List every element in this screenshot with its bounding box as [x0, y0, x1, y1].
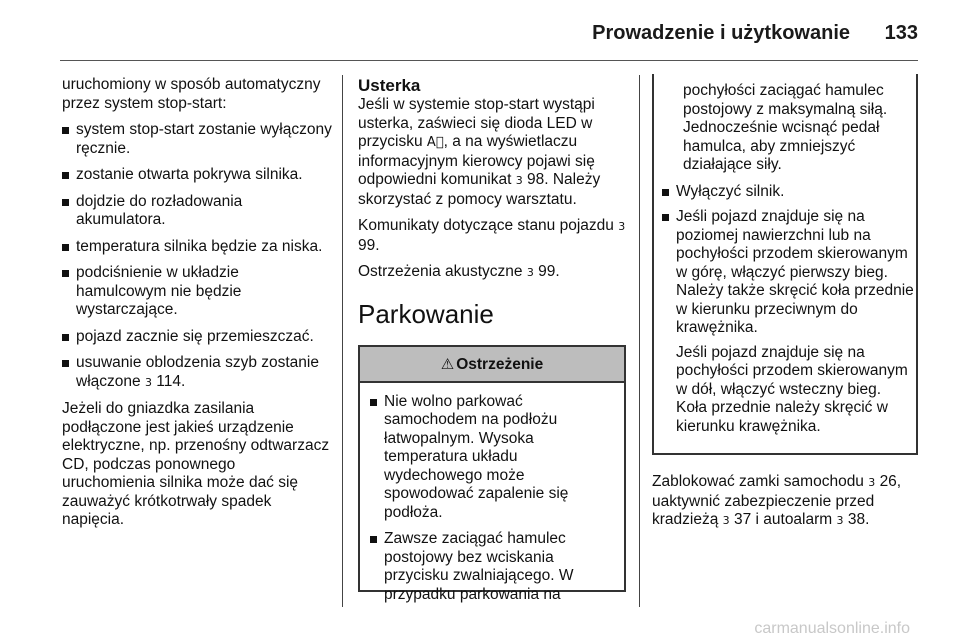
list-item-extra: Jeśli pojazd znajduje się na pochyłości przodem skierowanym w dół, włączyć wsteczny bieg. Koła przednie należy skręcić w kierunku krawężnika. [676, 343, 908, 435]
warning-list [370, 393, 614, 605]
column-2 [358, 76, 626, 603]
list-item [662, 208, 916, 436]
warning-box-header [360, 347, 624, 383]
warning-box [358, 345, 626, 603]
column-divider-left [342, 75, 343, 607]
fault-paragraph [358, 96, 626, 209]
ref-arrow-icon: 3 [618, 220, 626, 233]
acoustic-warnings-page-ref[interactable]: 99. [538, 263, 560, 280]
col1-outro: Jeżeli do gniazdka zasilania podłączone jest jakieś urządzenie elektryczne, np. przenośny odtwarzacz CD, podczas ponownego uruchomienia silnika może dać się zauważyć krótkotrwały spadek napięcia. [62, 400, 330, 528]
fault-page-ref[interactable]: 98. Należy skorzystać z pomocy warsztatu. [358, 171, 601, 208]
acoustic-warnings-ref [358, 263, 626, 283]
list-item-text: usuwanie oblodzenia szyb zostanie włączone [76, 354, 319, 390]
ref-arrow-icon: 3 [144, 375, 152, 389]
list-item: Nie wolno parkować samochodem na podłożu łatwopalnym. Wysoka temperatura układu wydechowego może spowodować zapalenie się podłoża. [370, 393, 614, 523]
vehicle-messages-page-ref[interactable]: 99. [358, 236, 380, 254]
lock-text: Zablokować zamki samochodu [652, 473, 864, 490]
acoustic-warnings-text: Ostrzeżenia akustyczne [358, 263, 523, 280]
list-item: pojazd zacznie się przemieszczać. [62, 328, 332, 347]
theft-page-ref[interactable]: 37 i autoalarm [733, 511, 833, 528]
list-item: dojdzie do rozładowania akumulatora. [62, 193, 332, 230]
page-ref-link[interactable]: 114. [156, 372, 186, 390]
list-item: zostanie otwarta pokrywa silnika. [62, 166, 332, 185]
header-divider [60, 60, 918, 61]
fault-text: Jeśli w systemie stop-start wystąpi usterka, zaświeci się dioda LED w przycisku [358, 96, 595, 150]
ref-arrow-icon: 3 [722, 514, 730, 527]
column-divider-right [639, 75, 640, 607]
column-3 [652, 76, 924, 539]
parking-steps-list [662, 183, 916, 437]
list-item: Wyłączyć silnik. [662, 183, 916, 202]
page-number: 133 [884, 22, 918, 44]
list-item: Zawsze zaciągać hamulec postojowy bez wciskania przycisku zwalniającego. W przypadku parkowania na [370, 530, 614, 604]
warning-box-continued [652, 74, 918, 455]
ref-arrow-icon: 3 [836, 514, 844, 527]
warning-box-body [360, 383, 624, 603]
col1-intro: uruchomiony w sposób automatyczny przez system stop-start: [62, 76, 321, 112]
lock-paragraph [652, 473, 924, 531]
warning-title: Ostrzeżenie [456, 355, 544, 373]
list-item-text: Jeśli pojazd znajduje się na poziomej nawierzchni lub na pochyłości przodem skierowanym w górę, włączyć pierwszy bieg. Należy także skręcić koła przednie w kierunku przeciwnym do krawężnika. [676, 208, 914, 336]
vehicle-messages-text: Komunikaty dotyczące stanu pojazdu [358, 217, 614, 234]
stop-start-conditions-list [62, 121, 332, 392]
list-item [62, 354, 332, 392]
ref-arrow-icon: 3 [526, 266, 534, 279]
ref-arrow-icon: 3 [515, 174, 523, 187]
vehicle-messages-ref [358, 217, 626, 255]
activate-text: uaktywnić zabezpieczenie przed kradzieżą [652, 492, 875, 528]
fault-subheading: Usterka [358, 76, 421, 95]
page-header-title: Prowadzenie i użytkowanie [592, 22, 850, 44]
warning-icon: ⚠ [440, 354, 455, 373]
list-item: temperatura silnika będzie za niska. [62, 238, 332, 257]
parking-section-title: Parkowanie [358, 298, 494, 329]
lock-page-ref[interactable]: 26, [879, 473, 902, 490]
list-item: podciśnienie w układzie hamulcowym nie będzie wystarczające. [62, 264, 332, 320]
fault-text-cont: , a na wyświetlaczu informacyjnym kierowcy pojawi się odpowiedni komunikat [358, 133, 595, 188]
ref-arrow-icon: 3 [868, 476, 876, 489]
column-1 [62, 76, 332, 538]
alarm-page-ref[interactable]: 38. [847, 511, 870, 528]
warning-cont-text: pochyłości zaciągać hamulec postojowy z maksymalną siłą. Jednocześnie wcisnąć pedał hamulca, aby zmniejszyć działające siły. [683, 82, 888, 173]
watermark: carmanualsonline.info [754, 620, 910, 637]
list-item: system stop-start zostanie wyłączony ręcznie. [62, 121, 332, 158]
stop-start-button-icon: A⃝ [426, 135, 444, 150]
